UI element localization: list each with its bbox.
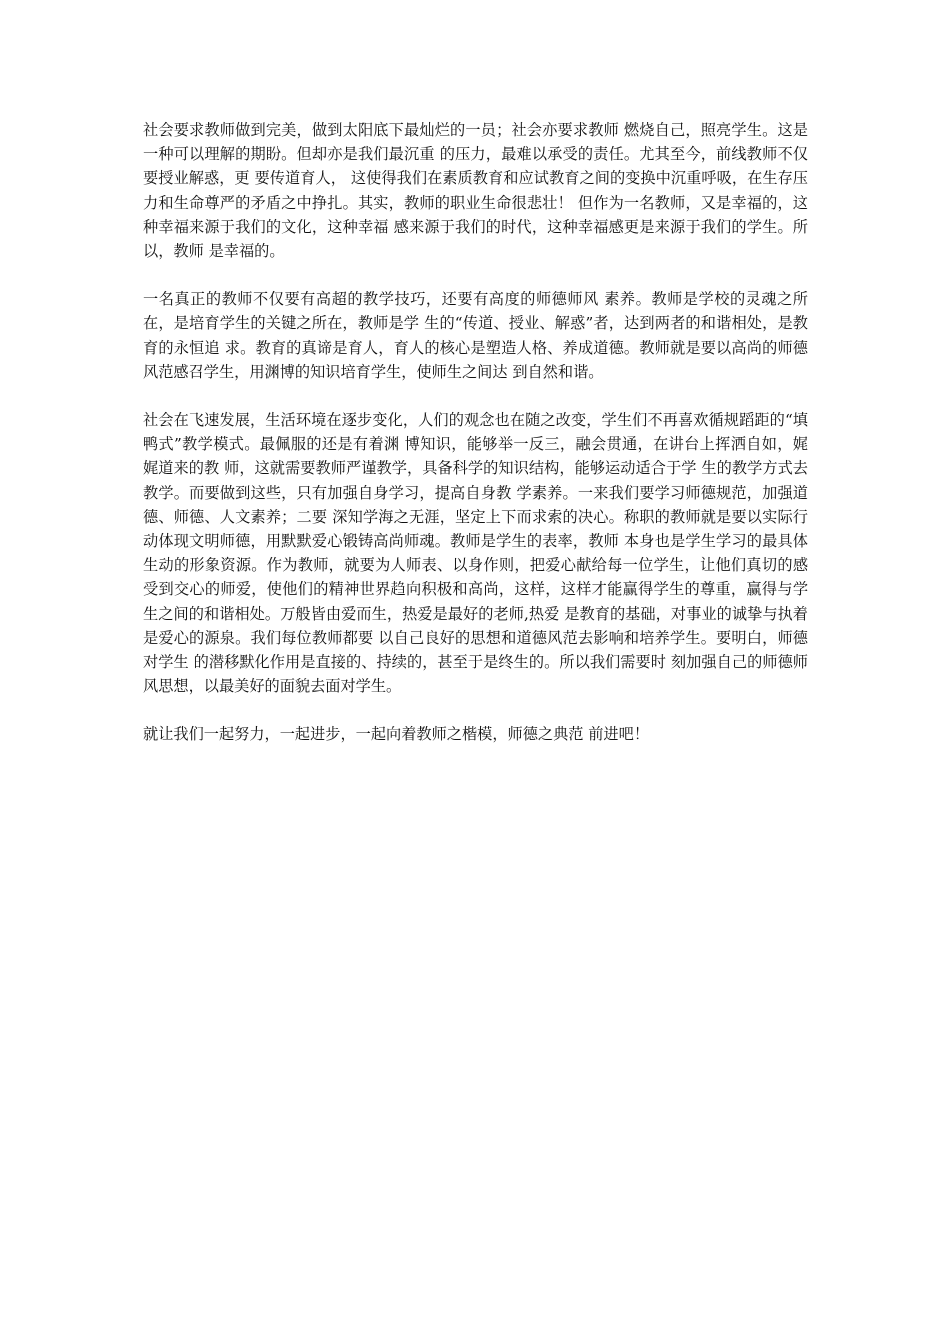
paragraph-1: 社会要求教师做到完美，做到太阳底下最灿烂的一员；社会亦要求教师 燃烧自己，照亮学生。这是一种可以理解的期盼。但却亦是我们最沉重 的压力，最难以承受的责任。尤其至今，前线教师不仅要授业解惑，更 要传道育人， 这使得我们在素质教育和应试教育之间的变换中沉重呼吸，在生存压力和生命尊严的矛盾之中挣扎。其实，教师的职业生命很悲壮！ 但作为一名教师，又是幸福的，这种幸福来源于我们的文化，这种幸福 感来源于我们的时代，这种幸福感更是来源于我们的学生。所以，教师 是幸福的。 xyxy=(143,121,808,261)
paragraph-3: 社会在飞速发展，生活环境在逐步变化，人们的观念也在随之改变，学生们不再喜欢循规蹈距的“填鸭式”教学模式。最佩服的还是有着渊 博知识，能够举一反三，融会贯通，在讲台上挥洒自如，娓娓道来的教 师，这就需要教师严谨教学，具备科学的知识结构，能够运动适合于学 生的教学方式去教学。而要做到这些，只有加强自身学习，提高自身教 学素养。一来我们要学习师德规范，加强道德、师德、人文素养；二要 深知学海之无涯，坚定上下而求索的决心。称职的教师就是要以实际行 动体现文明师德，用默默爱心锻铸高尚师魂。教师是学生的表率，教师 本身也是学生学习的最具体生动的形象资源。作为教师，就要为人师表、以身作则，把爱心献给每一位学生，让他们真切的感受到交心的师爱，使他们的精神世界趋向积极和高尚，这样，这样才能赢得学生的尊重，赢得与学生之间的和谐相处。万般皆由爱而生，热爱是最好的老师,热爱 是教育的基础，对事业的诚挚与执着是爱心的源泉。我们每位教师都要 以自己良好的思想和道德风范去影响和培养学生。要明白，师德对学生 的潜移默化作用是直接的、持续的，甚至于是终生的。所以我们需要时 刻加强自己的师德师风思想，以最美好的面貌去面对学生。 xyxy=(143,411,808,696)
document-body xyxy=(143,118,808,771)
paragraph-2: 一名真正的教师不仅要有高超的教学技巧，还要有高度的师德师风 素养。教师是学校的灵魂之所在，是培育学生的关键之所在，教师是学 生的“传道、授业、解惑”者，达到两者的和谐相处，是教育的永恒追 求。教育的真谛是育人，育人的核心是塑造人格、养成道德。教师就是要以高尚的师德风范感召学生，用渊博的知识培育学生，使师生之间达 到自然和谐。 xyxy=(143,290,808,381)
paragraph-4: 就让我们一起努力，一起进步，一起向着教师之楷模，师德之典范 前进吧！ xyxy=(143,725,650,744)
